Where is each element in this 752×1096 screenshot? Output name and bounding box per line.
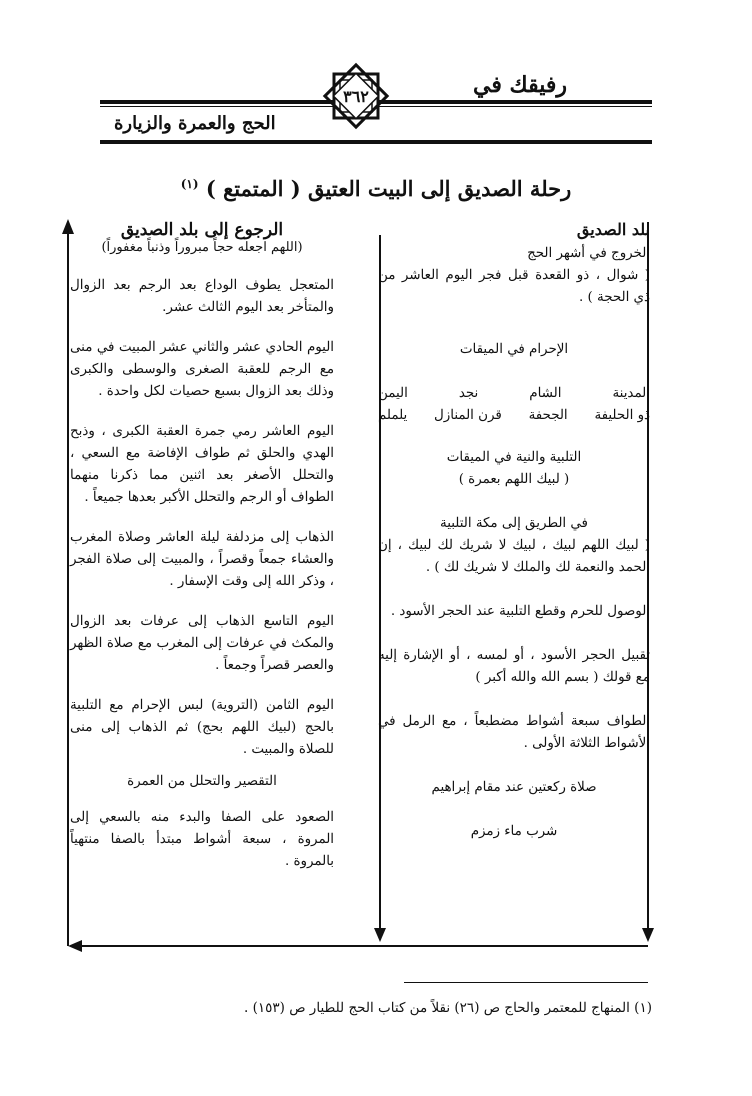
step-tawaf: الطواف سبعة أشواط مضطبعاً ، مع الرمل في الأشواط الثلاثة الأولى .	[378, 714, 650, 751]
page-title-text: رحلة الصديق إلى البيت العتيق ( المتمتع )	[205, 176, 572, 201]
step-arrival-haram: الوصول للحرم وقطع التلبية عند الحجر الأسود .	[390, 604, 650, 619]
step-days-tashreeq: اليوم الحادي عشر والثاني عشر المبيت في منى مع الرجم للعقبة الصغرى والوسطى والكبرى وذلك بعد الزوال بسبع حصيات لكل واحدة .	[70, 340, 334, 399]
left-column-heading: الرجوع إلى بلد الصديق	[120, 220, 284, 240]
left-column-subheading: (اللهم اجعله حجاً مبروراً وذنباً مغفوراً)	[101, 240, 303, 255]
miqat-place: قرن المنازل	[434, 408, 502, 423]
miqat-region: الشام	[529, 386, 562, 401]
step-talbiya-text: ( لبيك اللهم لبيك ، لبيك لا شريك لك لبيك ، إن الحمد والنعمة لك والملك لا شريك لك ) .	[378, 538, 650, 575]
miqat-regions	[378, 383, 650, 405]
step-departure-months: ( شوال ، ذو القعدة قبل فجر اليوم العاشر من ذي الحجة ) .	[378, 268, 650, 305]
page-title-footnote-ref: (١)	[180, 177, 199, 191]
step-safa-marwa: الصعود على الصفا والبدء منه بالسعي إلى المروة ، سبعة أشواط مبتدأ بالصفا منتهياً بالمروة .	[70, 810, 334, 869]
right-column-heading: بلد الصديق	[576, 220, 650, 239]
right-column	[378, 220, 650, 843]
step-way-to-makkah: في الطريق إلى مكة التلبية	[440, 516, 588, 531]
step-departure: الخروج في أشهر الحج	[527, 246, 650, 261]
miqat-places	[378, 405, 650, 427]
footnote-rule	[404, 982, 648, 983]
step-talbiya-umrah: ( لبيك اللهم بعمرة )	[458, 472, 570, 487]
step-tarwiya: اليوم الثامن (التروية) لبس الإحرام مع التلبية بالحج (لبيك اللهم بحج) ثم الذهاب إلى منى للصلاة والمبيت .	[70, 698, 334, 757]
miqat-region: المدينة	[612, 386, 650, 401]
step-day-ten: اليوم العاشر رمي جمرة العقبة الكبرى ، وذبح الهدي والحلق ثم طواف الإفاضة مع السعي ، والتحلل الأصغر بعد اثنين مما ذكرنا منهما الطواف أو الرجم والتحلل الأكبر بعدها جميعاً .	[70, 424, 334, 505]
footnote: (١) المنهاج للمعتمر والحاج ص (٢٦) نقلاً من كتاب الحج للطيار ص (١٥٣) .	[244, 1000, 652, 1016]
left-column	[70, 220, 334, 891]
step-talbiya-intention: التلبية والنية في الميقات	[446, 450, 582, 465]
miqat-region: نجد	[458, 386, 479, 401]
page-number: ٣٦٢	[343, 86, 369, 106]
header-title: رفيقك في	[473, 72, 567, 98]
step-farewell-tawaf: المتعجل يطوف الوداع بعد الرجم بعد الزوال والمتأخر بعد اليوم الثالث عشر.	[70, 278, 334, 315]
miqat-place: الجحفة	[528, 408, 568, 423]
header-subtitle: الحج والعمرة والزيارة	[114, 113, 276, 134]
step-prayer-maqam: صلاة ركعتين عند مقام إبراهيم	[431, 780, 597, 795]
step-kiss-black-stone: تقبيل الحجر الأسود ، أو لمسه ، أو الإشارة إليه مع قولك ( بسم الله والله أكبر )	[378, 648, 650, 685]
step-arafat: اليوم التاسع الذهاب إلى عرفات بعد الزوال والمكث في عرفات إلى المغرب مع صلاة الظهر والعصر قصراً وجمعاً .	[70, 614, 334, 673]
miqat-region: اليمن	[378, 386, 408, 401]
step-taqsir: التقصير والتحلل من العمرة	[127, 774, 277, 789]
step-zamzam: شرب ماء زمزم	[470, 824, 558, 839]
miqat-place: يلملم	[378, 408, 408, 423]
miqat-place: ذو الحليفة	[594, 408, 650, 423]
step-ihram: الإحرام في الميقات	[459, 342, 569, 357]
step-muzdalifah: الذهاب إلى مزدلفة ليلة العاشر وصلاة المغرب والعشاء جمعاً وقصراً ، والمبيت إلى صلاة الفجر ، وذكر الله إلى وقت الإسفار .	[70, 530, 334, 589]
